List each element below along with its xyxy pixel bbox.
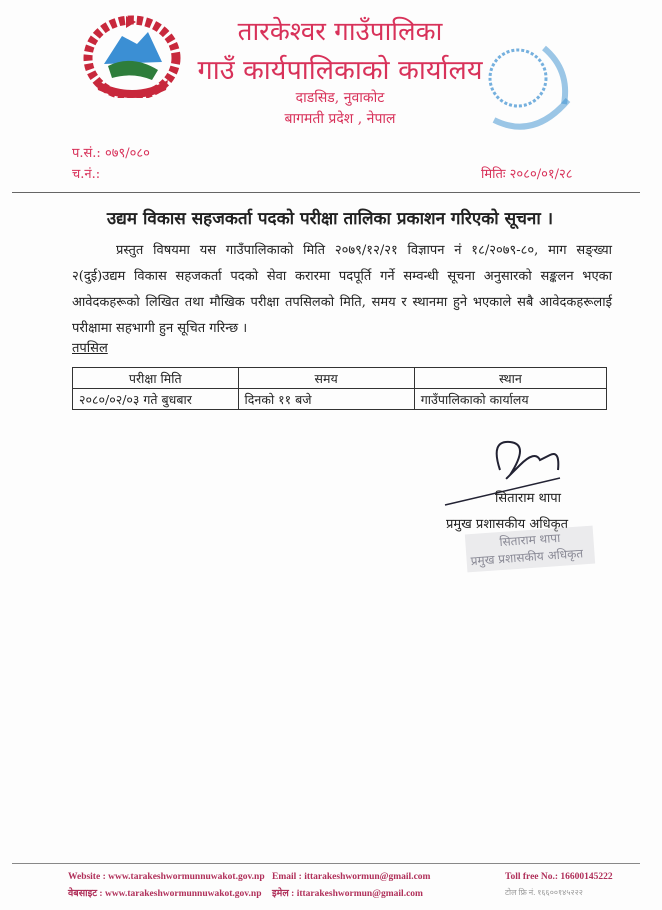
office-seal-icon	[484, 40, 574, 140]
header-time: समय	[238, 368, 414, 389]
municipality-name: तारकेश्वर गाउँपालिका	[237, 17, 443, 47]
cell-venue: गाउँपालिकाको कार्यालय	[414, 389, 606, 410]
footer-email[interactable]: Email : ittarakeshwormun@gmail.com	[272, 872, 431, 882]
exam-schedule-table	[72, 367, 607, 410]
header-venue: स्थान	[414, 368, 606, 389]
signatory-name: सिताराम थापा	[495, 491, 561, 506]
footer-website-np[interactable]: वेबसाइट : www.tarakeshwormunnuwakot.gov.np	[68, 889, 262, 899]
office-location: दाडसिड, नुवाकोट	[295, 90, 385, 106]
dispatch-number: च.नं.:	[72, 167, 101, 182]
notice-body: प्रस्तुत विषयमा यस गाउँपालिकाको मिति २०७९/१२/२१ विज्ञापन नं १८/२०७९-८०, माग सङ्ख्या २(दुई)उद्यम विकास सहजकर्ता पदको सेवा करारमा पदपूर्ति गर्ने सम्वन्धी सूचना अनुसारको सङ्कलन भएका आवेदकहरूको लिखित तथा मौखिक परीक्षा तपसिलको मिति, समय र स्थानमा हुने भएकाले सबै आवेदकहरूलाई परीक्षामा सहभागी हुन सूचित गरिन्छ ।	[72, 243, 612, 336]
schedule-heading: तपसिल	[72, 341, 108, 356]
footer-email-np[interactable]: इमेल : ittarakeshwormun@gmail.com	[272, 889, 423, 899]
signatory-designation: प्रमुख प्रशासकीय अधिकृत	[446, 517, 569, 532]
stamp-name: सिताराम थापा	[498, 530, 561, 550]
cell-time: दिनको ११ बजे	[238, 389, 414, 410]
letter-date: मितिः २०८०/०१/२८	[481, 167, 573, 182]
stamp-designation: प्रमुख प्रशासकीय अधिकृत	[470, 546, 584, 569]
reference-number: प.सं.: ०७९/०८०	[72, 146, 150, 161]
footer-toll-free: Toll free No.: 16600145222	[505, 872, 613, 882]
office-name: गाउँ कार्यपालिकाको कार्यालय	[197, 55, 483, 86]
footer-divider	[12, 863, 640, 864]
header-divider	[12, 192, 640, 193]
header-exam-date: परीक्षा मिति	[73, 368, 239, 389]
notice-title: उद्यम विकास सहजकर्ता पदको परीक्षा तालिका प्रकाशन गरिएको सूचना ।	[106, 209, 554, 229]
office-province: बागमती प्रदेश , नेपाल	[284, 111, 396, 127]
footer-website[interactable]: Website : www.tarakeshwormunnuwakot.gov.np	[68, 872, 265, 882]
table-row	[73, 389, 607, 410]
table-header-row	[73, 368, 607, 389]
footer-toll-free-np: टोल फ्रि नं. १६६००१४५२२२	[505, 888, 583, 897]
cell-exam-date: २०८०/०२/०३ गते बुधबार	[73, 389, 239, 410]
signatory-stamp	[465, 526, 595, 573]
